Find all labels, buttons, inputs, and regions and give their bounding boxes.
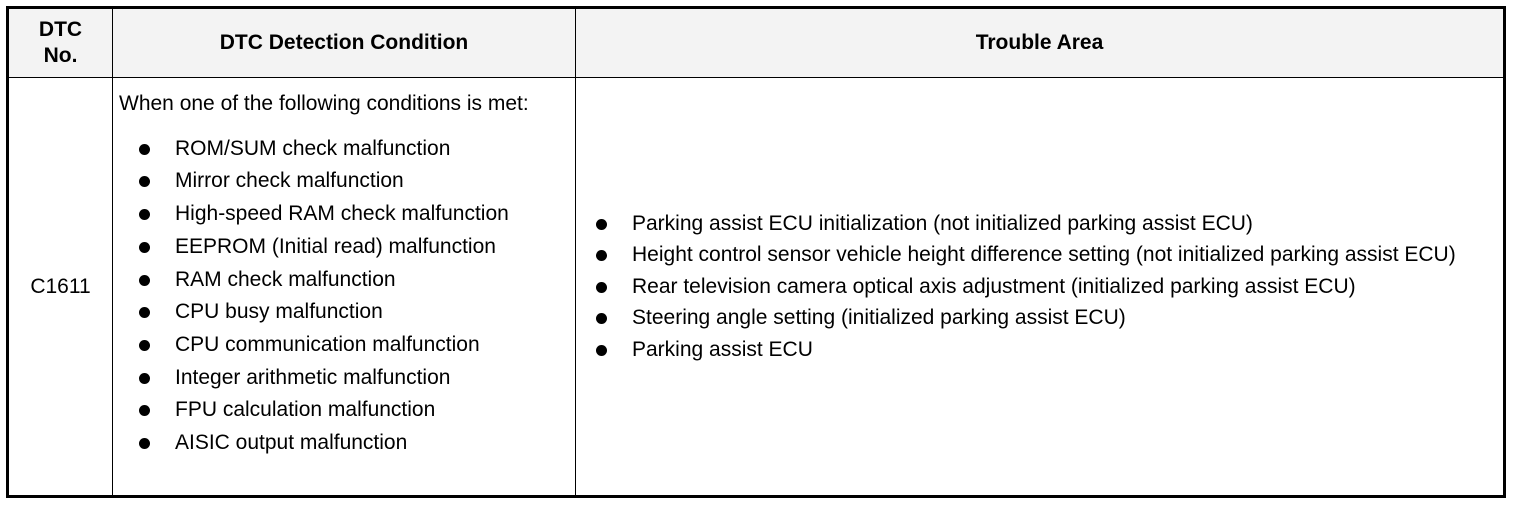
trouble-area-text: Height control sensor vehicle height difference setting (not initialized parking assist ECU) [632,243,1456,267]
trouble-area-text: Rear television camera optical axis adjustment (initialized parking assist ECU) [632,274,1356,298]
header-detection-condition: DTC Detection Condition [113,8,576,78]
header-trouble-area: Trouble Area [576,8,1505,78]
list-item [139,165,569,198]
list-item [139,394,569,427]
header-dtc-no [8,8,113,78]
condition-text: RAM check malfunction [175,267,396,291]
list-item [139,296,569,329]
bullet-icon [139,405,150,416]
list-item [596,271,1493,303]
bullet-icon [139,307,150,318]
table-row [8,78,1505,497]
trouble-area-cell [576,78,1505,497]
list-item [596,208,1493,240]
bullet-icon [596,313,607,324]
trouble-area-text: Parking assist ECU [632,337,813,361]
list-item [139,362,569,395]
list-item [139,133,569,166]
header-row [8,8,1505,78]
bullet-icon [139,242,150,253]
condition-text: Integer arithmetic malfunction [175,365,451,389]
list-item [139,427,569,460]
header-dtc-no-line1: DTC [38,18,83,41]
bullet-icon [139,144,150,155]
dtc-table [6,6,1506,498]
list-item [596,302,1493,334]
list-item [139,231,569,264]
list-item [139,198,569,231]
header-dtc-no-line2: No. [43,44,78,67]
trouble-area-list [596,208,1493,366]
bullet-icon [139,340,150,351]
bullet-icon [596,250,607,261]
bullet-icon [139,176,150,187]
bullet-icon [596,345,607,356]
list-item [596,239,1493,271]
condition-intro: When one of the following conditions is met: [119,92,529,115]
dtc-code: C1611 [8,78,113,497]
condition-text: Mirror check malfunction [175,169,404,193]
bullet-icon [139,209,150,220]
list-item [596,334,1493,366]
list-item [139,264,569,297]
trouble-area-text: Steering angle setting (initialized parking assist ECU) [632,306,1126,330]
condition-text: FPU calculation malfunction [175,398,436,422]
condition-list [119,133,569,460]
bullet-icon [139,373,150,384]
condition-text: High-speed RAM check malfunction [175,202,509,226]
bullet-icon [139,438,150,449]
condition-text: CPU communication malfunction [175,332,480,356]
condition-text: AISIC output malfunction [175,431,408,455]
condition-text: EEPROM (Initial read) malfunction [175,234,496,258]
condition-text: CPU busy malfunction [175,300,383,324]
condition-text: ROM/SUM check malfunction [175,136,451,160]
trouble-area-text: Parking assist ECU initialization (not initialized parking assist ECU) [632,211,1253,235]
bullet-icon [139,275,150,286]
bullet-icon [596,282,607,293]
bullet-icon [596,219,607,230]
detection-condition-cell [113,78,576,497]
list-item [139,329,569,362]
